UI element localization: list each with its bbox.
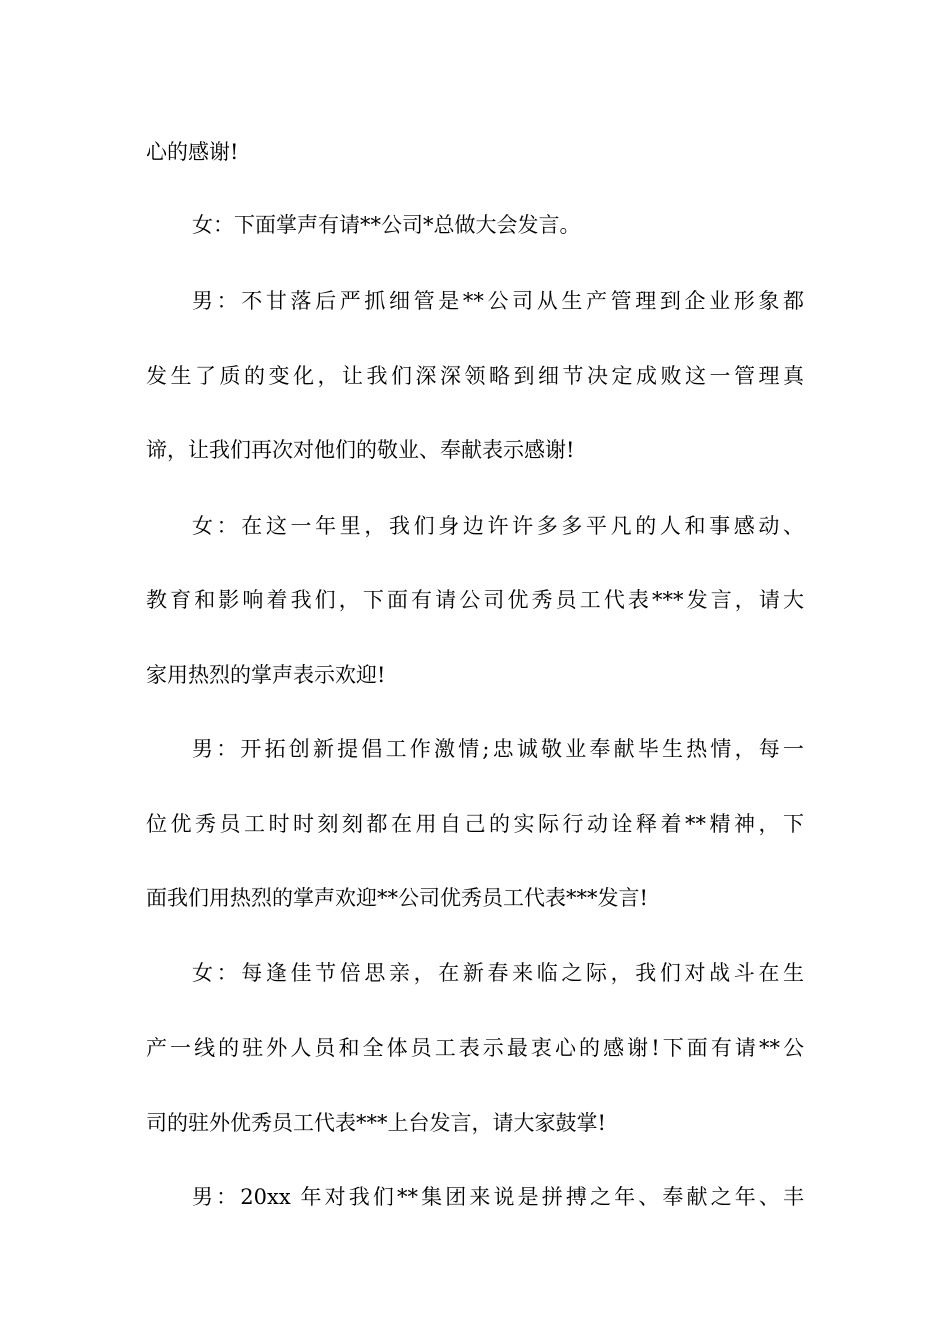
text-line: 司的驻外优秀员工代表***上台发言，请大家鼓掌! (146, 1111, 606, 1135)
text-line: 教育和影响着我们，下面有请公司优秀员工代表***发言，请大 (146, 588, 804, 612)
text-line: 家用热烈的掌声表示欢迎! (146, 663, 386, 687)
text-line: 女：每逢佳节倍思亲，在新春来临之际，我们对战斗在生 (192, 961, 804, 985)
text-line: 产一线的驻外人员和全体员工表示最衷心的感谢!下面有请**公 (146, 1036, 804, 1060)
text-line: 心的感谢! (146, 140, 239, 164)
text-line: 女：在这一年里，我们身边许许多多平凡的人和事感动、 (192, 514, 804, 538)
text-line: 位优秀员工时时刻刻都在用自己的实际行动诠释着**精神，下 (146, 812, 804, 836)
text-line: 男：开拓创新提倡工作激情;忠诚敬业奉献毕生热情，每一 (192, 737, 804, 761)
text-line: 发生了质的变化，让我们深深领略到细节决定成败这一管理真 (146, 364, 804, 388)
text-line: 男：不甘落后严抓细管是**公司从生产管理到企业形象都 (192, 289, 804, 313)
text-line: 女：下面掌声有请**公司*总做大会发言。 (192, 213, 581, 237)
text-line: 谛，让我们再次对他们的敬业、奉献表示感谢! (146, 438, 575, 462)
text-line: 面我们用热烈的掌声欢迎**公司优秀员工代表***发言! (146, 886, 648, 910)
text-line: 男：20xx 年对我们**集团来说是拼搏之年、奉献之年、丰 (192, 1185, 804, 1209)
